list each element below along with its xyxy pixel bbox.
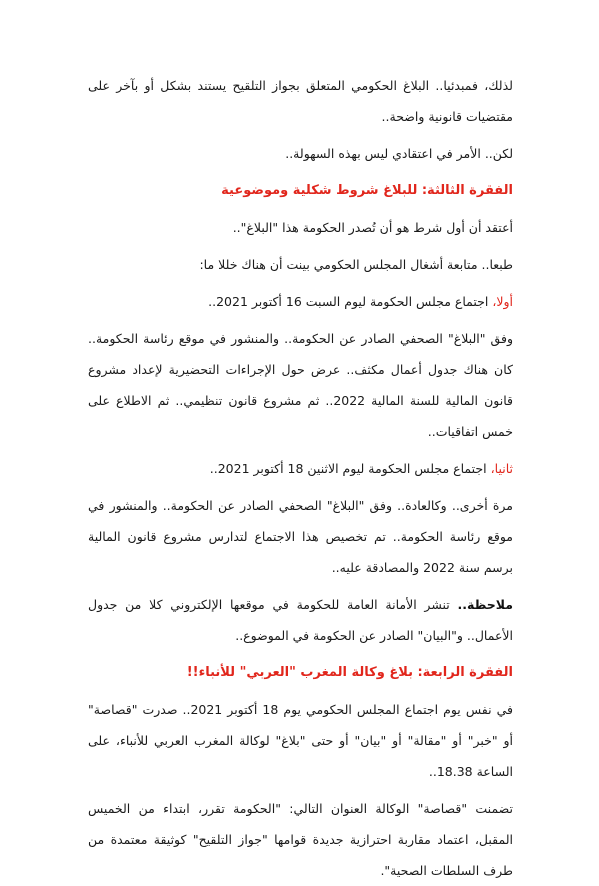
note-label: ملاحظة.. (457, 597, 513, 612)
paragraph-follow-up: طبعا.. متابعة أشغال المجلس الحكومي بينت أن هناك خللا ما: (199, 257, 513, 272)
paragraph-second-meeting (88, 453, 513, 484)
paragraph-not-simple: لكن.. الأمر في اعتقادي ليس بهذه السهولة.. (285, 146, 513, 161)
section-heading-third: الفقرة الثالثة: للبلاغ شروط شكلية وموضوعية (221, 183, 513, 198)
second-meeting-text: اجتماع مجلس الحكومة ليوم الاثنين 18 أكتوبر 2021.. (209, 461, 491, 476)
paragraph-first-meeting-details: وفق "البلاغ" الصحفي الصادر عن الحكومة.. والمنشور في موقع رئاسة الحكومة.. كان هناك جدول أعمال مكثف.. عرض حول الإجراءات التحضيرية لإعداد مشروع قانون المالية للسنة المالية 2022.. ثم مشروع قانون تنظيمي.. ثم الاطلاع على خمس اتفاقيات.. (88, 331, 513, 439)
first-meeting-text: اجتماع مجلس الحكومة ليوم السبت 16 أكتوبر 2021.. (208, 294, 493, 309)
paragraph-note (88, 589, 513, 651)
paragraph-dispatch-title: تضمنت "قصاصة" الوكالة العنوان التالي: "الحكومة تقرر، ابتداء من الخميس المقبل، اعتماد مقاربة احترازية جديدة قوامها "جواز التلقيح" كوثيقة معتمدة من طرف السلطات الصحية". (88, 801, 513, 878)
paragraph-second-meeting-details: مرة أخرى.. وكالعادة.. وفق "البلاغ" الصحفي الصادر عن الحكومة.. والمنشور في موقع رئاسة الحكومة.. تم تخصيص هذا الاجتماع لتدارس مشروع قانون المالية برسم سنة 2022 والمصادقة عليه.. (88, 498, 513, 575)
note-text: تنشر الأمانة العامة للحكومة في موقعها الإلكتروني كلا من جدول الأعمال.. و"البيان" الصادر عن الحكومة في الموضوع.. (88, 597, 513, 643)
second-label: ثانيا، (490, 461, 513, 476)
paragraph-legal-basis: لذلك، فمبدئيا.. البلاغ الحكومي المتعلق بجواز التلقيح يستند بشكل أو بآخر على مقتضيات قانونية واضحة.. (88, 78, 513, 124)
paragraph-first-condition: أعتقد أن أول شرط هو أن تُصدر الحكومة هذا "البلاغ".. (232, 220, 513, 235)
paragraph-agency-dispatch: في نفس يوم اجتماع المجلس الحكومي يوم 18 أكتوبر 2021.. صدرت "قصاصة" أو "خبر" أو "مقالة" أو "بيان" أو حتى "بلاغ" لوكالة المغرب العربي للأنباء، على الساعة 18.38.. (88, 702, 514, 779)
section-heading-fourth: الفقرة الرابعة: بلاغ وكالة المغرب "العربي" للأنباء!! (186, 665, 513, 680)
first-label: أولا، (492, 294, 513, 309)
paragraph-first-meeting (88, 286, 513, 317)
